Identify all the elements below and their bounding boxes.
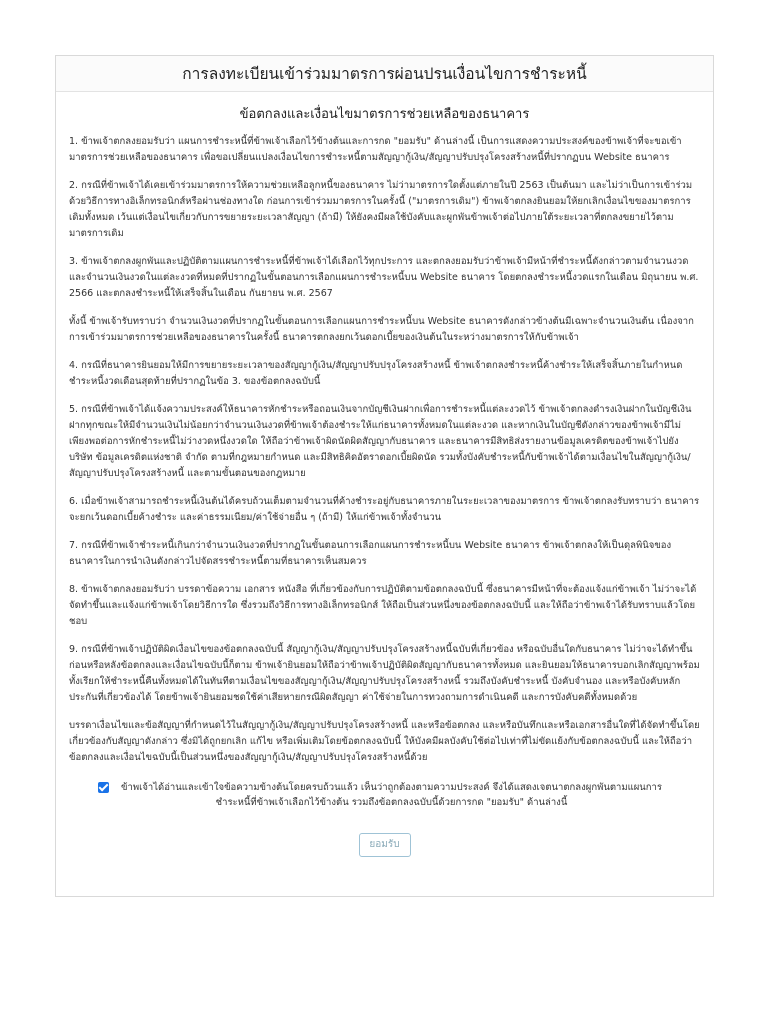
panel-header (56, 56, 713, 92)
section-title: ข้อตกลงและเงื่อนไขมาตรการช่วยเหลือของธนาคาร (239, 107, 530, 122)
accept-button[interactable]: ยอมรับ (359, 833, 411, 857)
consent-row (69, 780, 700, 810)
agreement-panel (55, 55, 714, 897)
clause-4: 4. กรณีที่ธนาคารยินยอมให้มีการขยายระยะเวลาของสัญญากู้เงิน/สัญญาปรับปรุงโครงสร้างหนี้ ข้าพเจ้าตกลงชำระหนี้ค้างชำระให้เสร็จสิ้นภายในกำหนดชำระหนี้งวดเดือนสุดท้ายที่ปรากฏในข้อ 3. ของข้อตกลงฉบับนี้ (69, 360, 683, 387)
clause-3: 3. ข้าพเจ้าตกลงผูกพันและปฏิบัติตามแผนการชำระหนี้ที่ข้าพเจ้าได้เลือกไว้ทุกประการ และตกลงยอมรับว่าข้าพเจ้ามีหน้าที่ชำระหนี้ดังกล่าวตามจำนวนงวดและจำนวนเงินงวดในแต่ละงวดที่หมดที่ปรากฏในขั้นตอนการเลือกแผนการชำระหนี้บน Website ธนาคาร โดยตกลงชำระหนี้งวดแรกในเดือน มิถุนายน พ.ศ. 2566 และตกลงชำระหนี้ให้เสร็จสิ้นในเดือน กันยายน พ.ศ. 2567 (69, 256, 699, 299)
clause-2: 2. กรณีที่ข้าพเจ้าได้เคยเข้าร่วมมาตรการให้ความช่วยเหลือลูกหนี้ของธนาคาร ไม่ว่ามาตรการใดตั้งแต่ภายในปี 2563 เป็นต้นมา และไม่ว่าเป็นการเข้าร่วมด้วยวิธีการทางอิเล็กทรอนิกส์หรือผ่านช่องทางใด ก่อนการเข้าร่วมมาตรการในครั้งนี้ ("มาตรการเดิม") ข้าพเจ้าตกลงยินยอมให้ยกเลิกเงื่อนไขของมาตรการเดิมทั้งหมด เว้นแต่เงื่อนไขเกี่ยวกับการขยายระยะเวลาสัญญา (ถ้ามี) ให้ยังคงมีผลใช้บังคับและผูกพันข้าพเจ้าต่อไปภายใต้ระยะเวลาที่ตกลงขยายไว้ตามมาตรการเดิม (69, 180, 693, 239)
clause-9: 9. กรณีที่ข้าพเจ้าปฏิบัติผิดเงื่อนไขของข้อตกลงฉบับนี้ สัญญากู้เงิน/สัญญาปรับปรุงโครงสร้างหนี้ฉบับที่เกี่ยวข้อง หรือฉบับอื่นใดกับธนาคาร ไม่ว่าจะได้ทำขึ้นก่อนหรือหลังข้อตกลงและเงื่อนไขฉบับนี้ก็ตาม ข้าพเจ้ายินยอมให้ถือว่าข้าพเจ้าปฏิบัติผิดสัญญากับธนาคารทั้งหมด และยินยอมให้ธนาคารบอกเลิกสัญญาพร้อมทั้งเรียกให้ชำระหนี้คืนทั้งหมดได้ในทันทีตามเงื่อนไขของสัญญากู้เงิน/สัญญาปรับปรุงโครงสร้างหนี้ รวมถึงบังคับชำระหนี้ บังคับจำนอง และหรือบังคับหลักประกันที่เกี่ยวข้องได้ โดยข้าพเจ้ายินยอมชดใช้ค่าเสียหายกรณีผิดสัญญา ค่าใช้จ่ายในการทวงถามการดำเนินคดี และการบังคับคดีทั้งหมดด้วย (69, 644, 700, 703)
closing-clause: บรรดาเงื่อนไขและข้อสัญญาที่กำหนดไว้ในสัญญากู้เงิน/สัญญาปรับปรุงโครงสร้างหนี้ และหรือข้อตกลง และหรือบันทึกและหรือเอกสารอื่นใดที่ได้จัดทำขึ้นโดยเกี่ยวข้องกับสัญญาดังกล่าว ซึ่งมิได้ถูกยกเลิก แก้ไข หรือเพิ่มเติมโดยข้อตกลงฉบับนี้ ให้บังคมีผลบังคับใช้ต่อไปเท่าที่ไม่ขัดแย้งกับข้อตกลงฉบับนี้ และให้ถือว่าข้อตกลงและเงื่อนไขฉบับนี้เป็นส่วนหนึ่งของสัญญากู้เงิน/สัญญาปรับปรุงโครงสร้างหนี้ด้วย (69, 720, 700, 763)
clause-5: 5. กรณีที่ข้าพเจ้าได้แจ้งความประสงค์ให้ธนาคารหักชำระหรือถอนเงินจากบัญชีเงินฝากเพื่อการชำระหนี้แต่ละงวดไว้ ข้าพเจ้าตกลงดำรงเงินฝากในบัญชีเงินฝากทุกขณะให้มีจำนวนเงินไม่น้อยกว่าจำนวนเงินงวดที่ข้าพเจ้าต้องชำระให้แก่ธนาคารทั้งหมดในแต่ละงวด และหากเงินในบัญชีดังกล่าวของข้าพเจ้ามีไม่เพียงพอต่อการหักชำระหนี้ไม่ว่างวดหนึ่งงวดใด ให้ถือว่าข้าพเจ้าผิดนัดผิดสัญญากับธนาคาร และธนาคารมีสิทธิส่งรายงานข้อมูลเครดิตของข้าพเจ้าไปยังบริษัท ข้อมูลเครดิตแห่งชาติ จำกัด ตามที่กฎหมายกำหนด และมีสิทธิคิดอัตราดอกเบี้ยผิดนัด รวมทั้งบังคับชำระหนี้กับข้าพเจ้าได้ตามเงื่อนไขในสัญญากู้เงิน/สัญญาปรับปรุงโครงสร้างหนี้ และตามขั้นตอนของกฎหมาย (69, 404, 692, 479)
consent-checkbox[interactable] (98, 782, 109, 793)
clause-6: 6. เมื่อข้าพเจ้าสามารถชำระหนี้เงินต้นได้ครบถ้วนเต็มตามจำนวนที่ค้างชำระอยู่กับธนาคารภายในระยะเวลาของมาตรการ ข้าพเจ้าตกลงรับทราบว่า ธนาคารจะยกเว้นดอกเบี้ยค้างชำระ และค่าธรรมเนียม/ค่าใช้จ่ายอื่น ๆ (ถ้ามี) ให้แก่ข้าพเจ้าทั้งจำนวน (69, 496, 700, 523)
clause-8: 8. ข้าพเจ้าตกลงยอมรับว่า บรรดาข้อความ เอกสาร หนังสือ ที่เกี่ยวข้องกับการปฏิบัติตามข้อตกลงฉบับนี้ ซึ่งธนาคารมีหน้าที่จะต้องแจ้งแก่ข้าพเจ้า ไม่ว่าจะได้จัดทำขึ้นและแจ้งแก่ข้าพเจ้าโดยวิธีการใด ซึ่งรวมถึงวิธีการทางอิเล็กทรอนิกส์ ให้ถือเป็นส่วนหนึ่งของข้อตกลงฉบับนี้ และให้ถือว่าข้าพเจ้าได้รับทราบแล้วโดยชอบ (69, 584, 697, 627)
consent-label: ข้าพเจ้าได้อ่านและเข้าใจข้อความข้างต้นโดยครบถ้วนแล้ว เห็นว่าถูกต้องตามความประสงค์ จึงได้แสดงเจตนาตกลงผูกพันตามแผนการชำระหนี้ที่ข้าพเจ้าเลือกไว้ข้างต้น รวมถึงข้อตกลงฉบับนี้ด้วยการกด "ยอมรับ" ด้านล่างนี้ (121, 782, 662, 808)
button-row (69, 832, 700, 857)
panel-body (56, 92, 713, 857)
clause-1: 1. ข้าพเจ้าตกลงยอมรับว่า แผนการชำระหนี้ที่ข้าพเจ้าเลือกไว้ข้างต้นและการกด "ยอมรับ" ด้านล่างนี้ เป็นการแสดงความประสงค์ของข้าพเจ้าที่จะขอเข้ามาตรการช่วยเหลือของธนาคาร เพื่อขอเปลี่ยนแปลงเงื่อนไขการชำระหนี้ตามสัญญากู้เงิน/สัญญาปรับปรุงโครงสร้างหนี้ที่ปรากฏบน Website ธนาคาร (69, 136, 682, 163)
page-title: การลงทะเบียนเข้าร่วมมาตรการผ่อนปรนเงื่อนไขการชำระหนี้ (182, 65, 587, 83)
clause-7: 7. กรณีที่ข้าพเจ้าชำระหนี้เกินกว่าจำนวนเงินงวดที่ปรากฏในขั้นตอนการเลือกแผนการชำระหนี้บน Website ธนาคาร ข้าพเจ้าตกลงให้เป็นดุลพินิจของธนาคารในการนำเงินดังกล่าวไปจัดสรรชำระหนี้ตามที่ธนาคารเห็นสมควร (69, 540, 672, 567)
clause-3-note: ทั้งนี้ ข้าพเจ้ารับทราบว่า จำนวนเงินงวดที่ปรากฏในขั้นตอนการเลือกแผนการชำระหนี้บน Website ธนาคารดังกล่าวข้างต้นมีเฉพาะจำนวนเงินต้น เนื่องจากการเข้าร่วมมาตรการช่วยเหลือของธนาคารในครั้งนี้ ธนาคารตกลงยกเว้นดอกเบี้ยของเงินต้นในระหว่างมาตรการให้กับข้าพเจ้า (69, 316, 694, 343)
